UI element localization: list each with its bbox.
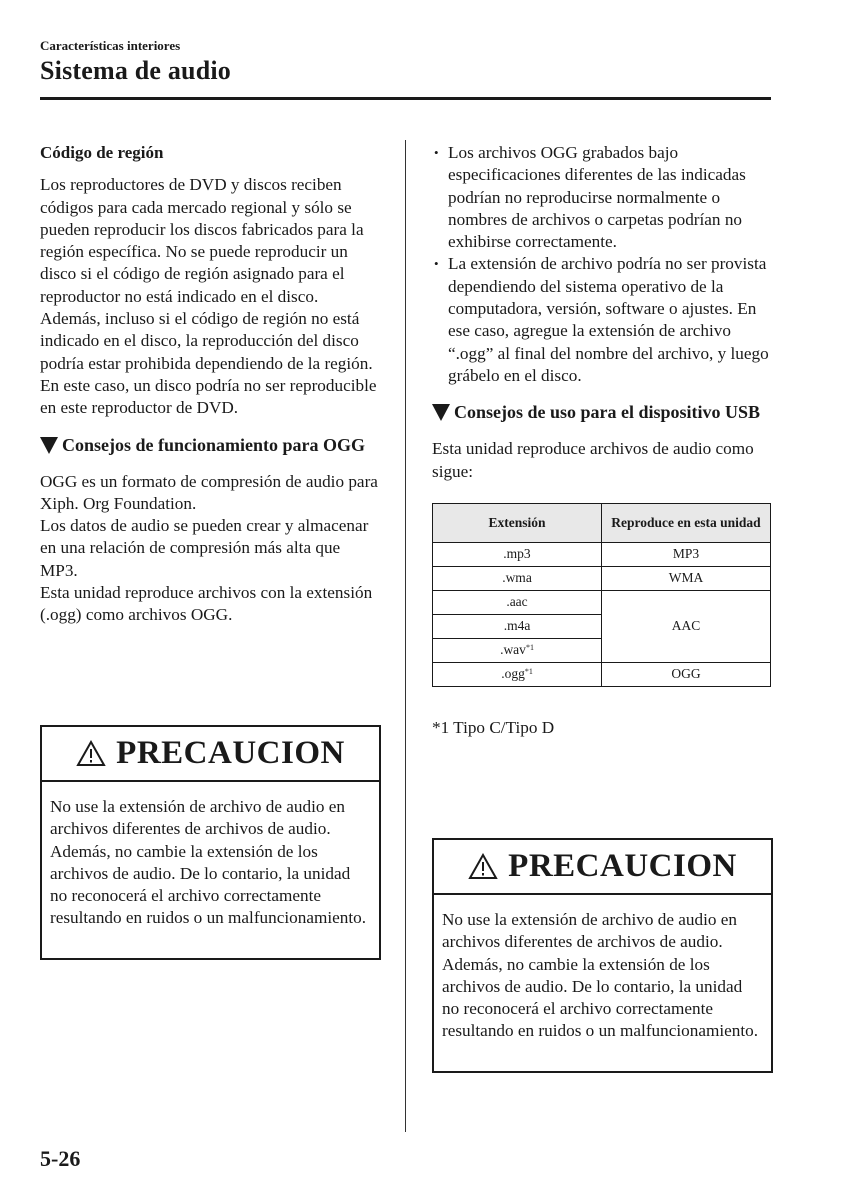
table-cell-format: AAC [602,590,771,662]
list-item: • La extensión de archivo podría no ser provista dependiendo del sistema operativo de la computadora, versión, software o ajustes. En ese caso, agregue la extensión de archivo “.ogg” al final del nombre del archivo, y luego grábelo en el disco. [432,253,772,387]
page-number: 5-26 [40,1146,81,1171]
ogg-paragraph-3: Esta unidad reproduce archivos con la extensión (.ogg) como archivos OGG. [40,583,373,625]
ogg-paragraph-1: OGG es un formato de compresión de audio para Xiph. Org Foundation. [40,471,378,513]
caution-header [434,840,771,895]
table-header-extension: Extensión [433,503,602,542]
usb-heading-text: Consejos de uso para el dispositivo USB [454,402,761,423]
triangle-bullet-icon [40,437,58,454]
table-row [433,566,771,590]
caution-text: No use la extensión de archivo de audio en archivos diferentes de archivos de audio. Además, no cambie la extensión de los archivos de audio. De lo contario, la unidad no reconocerá el archivo correctamente resultando en ruidos o un malfuncionamiento. [442,910,758,1041]
triangle-bullet-icon [432,404,450,421]
table-cell-ext: .wma [433,566,602,590]
caution-title: PRECAUCION [508,848,737,884]
warning-icon [76,740,106,767]
table-cell-ext: .mp3 [433,542,602,566]
left-column [40,142,380,627]
table-row [433,542,771,566]
chapter-label: Características interiores [40,38,181,53]
table-header-row [433,503,771,542]
usb-heading [432,401,772,424]
list-item: • Los archivos OGG grabados bajo especificaciones diferentes de las indicadas podrían no reproducirse normalmente o nombres de archivos o carpetas podrían no exhibirse correctamente. [432,142,772,253]
table-cell-format: WMA [602,566,771,590]
region-heading: Código de región [40,143,164,162]
footnote: *1 Tipo C/Tipo D [432,717,555,737]
table-cell-format: MP3 [602,542,771,566]
ogg-bullet-list [432,142,772,387]
usb-intro: Esta unidad reproduce archivos de audio como sigue: [432,439,754,481]
caution-text: No use la extensión de archivo de audio en archivos diferentes de archivos de audio. Además, no cambie la extensión de los archivos de audio. De lo contario, la unidad no reconocerá el archivo correctamente resultando en ruidos o un malfuncionamiento. [50,797,366,928]
caution-box-left [40,725,381,960]
caution-box-right [432,838,773,1073]
footnote-marker: *1 [525,643,534,653]
table-row [433,662,771,686]
table-header-format: Reproduce en esta unidad [602,503,771,542]
extension-table [432,503,771,687]
table-cell-ext: .aac [433,590,602,614]
table-row [433,590,771,614]
ogg-heading [40,434,380,457]
region-text: Los reproductores de DVD y discos reciben códigos para cada mercado regional y sólo se pueden reproducir los discos fabricados para la región específica. No se puede reproducir un disco si el código de región asignado para el reproductor no está indicado en el disco. Además, incluso si el código de región no está indicado en el disco, la reproducción del disco podría estar prohibida dependiendo de la región. En este caso, un disco podría no ser reproducible en este reproductor de DVD. [40,175,377,418]
header-rule [40,97,771,100]
caution-title: PRECAUCION [116,735,345,771]
footnote-marker: *1 [524,667,533,677]
table-cell-ext: .wav$^{*1}$ [433,638,602,662]
table-cell-format: OGG [602,662,771,686]
ogg-paragraph-2: Los datos de audio se pueden crear y almacenar en una relación de compresión más alta que MP3. [40,516,369,580]
table-cell-ext: .ogg$^{*1}$ [433,662,602,686]
ogg-heading-text: Consejos de funcionamiento para OGG [62,434,366,455]
column-divider [405,140,406,1132]
table-cell-ext: .m4a [433,614,602,638]
warning-icon [468,853,498,880]
caution-header [42,727,379,782]
right-column [432,142,772,739]
page-title: Sistema de audio [40,56,232,85]
